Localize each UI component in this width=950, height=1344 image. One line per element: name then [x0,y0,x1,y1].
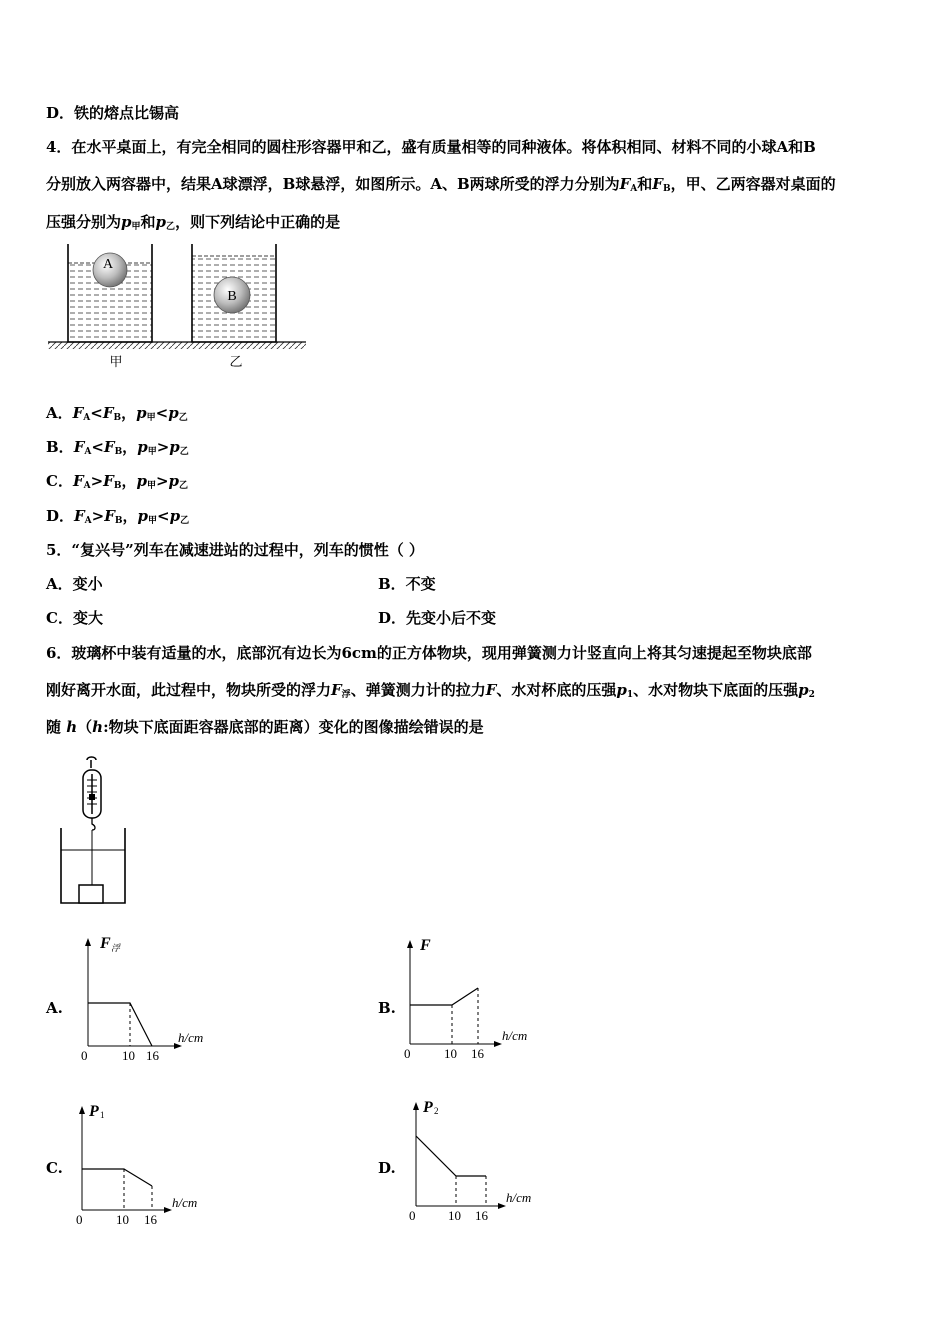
label-jia: 甲 [109,355,123,370]
q5-option-c[interactable]: C．变大 [46,609,103,627]
q6-option-c-letter[interactable]: C. [46,1159,63,1177]
q6-stem-line1: 6．玻璃杯中装有适量的水，底部沉有边长为6cm的正方体物块，现用弹簧测力计竖直向上将其匀速提起至物块底部 [46,644,812,662]
graph-a-line [88,1003,152,1046]
q6-apparatus-figure [58,756,138,906]
ball-b-label: B [227,289,237,304]
q4-stem-line3: 压强分别为$p_甲$和$p_乙$，则下列结论中正确的是 [46,213,341,232]
graph-c-xlabel: h/cm [172,1195,198,1210]
graph-a-xlabel: h/cm [178,1030,204,1045]
q5-option-b[interactable]: B．不变 [378,575,436,593]
graph-a-tick16: 16 [146,1048,159,1063]
graph-c-tick10: 10 [116,1212,129,1227]
q4-option-d[interactable]: D．$F_A>F_B$，$p_甲<p_乙$ [46,507,190,526]
q4-stem-line1: 4．在水平桌面上，有完全相同的圆柱形容器甲和乙，盛有质量相等的同种液体。将体积相同、材料不同的小球A和B [46,138,816,156]
ball-a-label: A [102,257,114,272]
q5-option-a[interactable]: A．变小 [46,575,103,593]
graph-b-xlabel: h/cm [502,1028,528,1043]
graph-c-tick0: 0 [76,1212,83,1227]
q4-stem-line2: 分别放入两容器中，结果A球漂浮，B球悬浮，如图所示。A、B两球所受的浮力分别为$F_A$和$F_B$，甲、乙两容器对桌面的 [46,175,836,194]
graph-c-tick16: 16 [144,1212,157,1227]
q3-option-d: D．铁的熔点比锡高 [46,104,180,122]
graph-a-ylabel: F [100,935,111,952]
graph-b-tick0: 0 [404,1046,411,1061]
graph-b-line [410,988,478,1005]
q4-option-c[interactable]: C．$F_A>F_B$，$p_甲>p_乙$ [46,472,189,491]
q6-stem-line3: 随 h（h:物块下底面距容器底部的距离）变化的图像描绘错误的是 [46,718,484,736]
graph-c-ylabel-sub: 1 [100,1110,105,1120]
graph-d-tick10: 10 [448,1208,461,1223]
graph-d-line [416,1136,486,1176]
graph-b-tick10: 10 [444,1046,457,1061]
q4-option-a[interactable]: A．$F_A<F_B$，$p_甲<p_乙$ [46,404,188,423]
table-hatch [48,342,306,349]
graph-b-ylabel: F [420,937,431,954]
q6-graph-c[interactable] [66,1096,226,1226]
q6-option-d-letter[interactable]: D. [378,1159,396,1177]
graph-c-line [82,1169,152,1186]
q6-graph-b[interactable] [392,932,552,1062]
graph-d-ylabel-sub: 2 [434,1106,439,1116]
graph-d-tick16: 16 [475,1208,488,1223]
q6-graph-d[interactable] [400,1094,570,1224]
q4-container-figure [46,244,316,374]
q6-option-a-letter[interactable]: A. [46,999,63,1017]
q6-option-b-letter[interactable]: B. [378,999,396,1017]
q6-graph-a[interactable] [68,932,228,1062]
graph-b-tick16: 16 [471,1046,484,1061]
label-yi: 乙 [229,355,243,370]
q5-stem: 5．“复兴号”列车在减速进站的过程中，列车的惯性（ ） [46,541,424,559]
q4-option-b[interactable]: B．$F_A<F_B$，$p_甲>p_乙$ [46,438,189,457]
graph-d-tick0: 0 [409,1208,416,1223]
graph-a-tick10: 10 [122,1048,135,1063]
graph-d-xlabel: h/cm [506,1190,532,1205]
graph-a-tick0: 0 [81,1048,88,1063]
cube-block [79,885,103,903]
q6-stem-line2: 刚好离开水面，此过程中，物块所受的浮力$F_浮$、弹簧测力计的拉力F、水对杯底的压强$p_1$、水对物块下底面的压强$p_2$ [46,681,815,700]
graph-d-ylabel: P [423,1099,433,1116]
q5-option-d[interactable]: D．先变小后不变 [378,609,497,627]
graph-a-ylabel-sub: 浮 [111,944,121,954]
graph-c-ylabel: P [89,1103,99,1120]
